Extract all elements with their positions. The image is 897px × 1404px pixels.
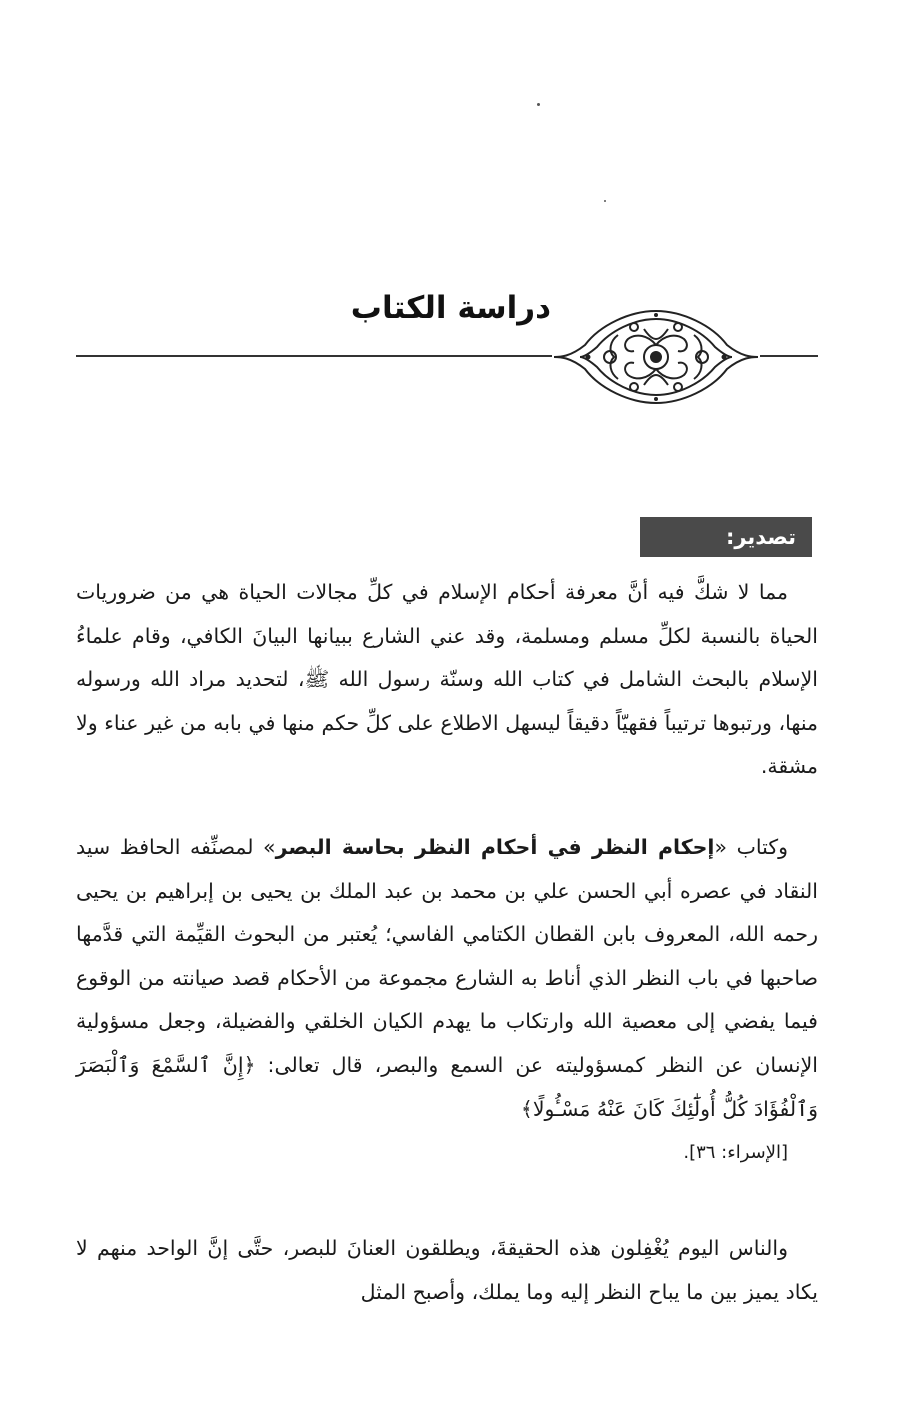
print-speck [604,200,606,202]
arabesque-ornament-icon [552,305,760,409]
paragraph-2-body: » لمصنِّفه الحافظ سيد النقاد في عصره أبي الحسن علي بن محمد بن عبد الملك بن يحيى بن إبراهيم بن يحيى رحمه الله، المعروف بابن القطان الكتامي الفاسي؛ يُعتبر من البحوث القيِّمة التي قدَّمها صاحبها في باب النظر الذي أناط به الشارع مجموعة من الأحكام قصد صيانته من الوقوع فيما يفضي إلى معصية الله وارتكاب ما يهدم الكيان الخلقي والفضيلة، وجعل مسؤولية الإنسان عن النظر كمسؤوليته عن السمع والبصر، قال تعالى: ﴿إِنَّ ٱلسَّمْعَ وَٱلْبَصَرَ وَٱلْفُؤَادَ كُلُّ أُولَٰٓئِكَ كَانَ عَنْهُ مَسْـُٔولًا﴾ [76,835,818,1121]
chapter-title: دراسة الكتاب [350,290,551,326]
quran-citation: [الإسراء: ٣٦]. [683,1142,788,1164]
paragraph-3: والناس اليوم يُغْفِلون هذه الحقيقةَ، ويطلقون العنانَ للبصر، حتَّى إنَّ الواحد منهم لا يكاد يميز بين ما يباح النظر إليه وما يملك، وأصبح المثل [76,1236,818,1304]
paragraph-2 [76,826,818,1175]
book-title: إحكام النظر في أحكام النظر بحاسة البصر [275,835,715,859]
section-heading-label: تصدير: [640,517,812,557]
paragraph-2-intro: وكتاب « [714,835,788,859]
paragraph-1: مما لا شكَّ فيه أنَّ معرفة أحكام الإسلام في كلِّ مجالات الحياة هي من ضروريات الحياة بالنسبة لكلِّ مسلم ومسلمة، وقد عني الشارع ببيانها البيانَ الكافي، وقام علماءُ الإسلام بالبحث الشامل في كتاب الله وسنّة رسول الله ﷺ، لتحديد مراد الله ورسوله منها، ورتبوها ترتيباً فقهيّاً دقيقاً ليسهل الاطلاع على كلِّ حكم منها في بابه من غير عناء ولا مشقة. [76,580,818,779]
print-speck [537,103,540,106]
